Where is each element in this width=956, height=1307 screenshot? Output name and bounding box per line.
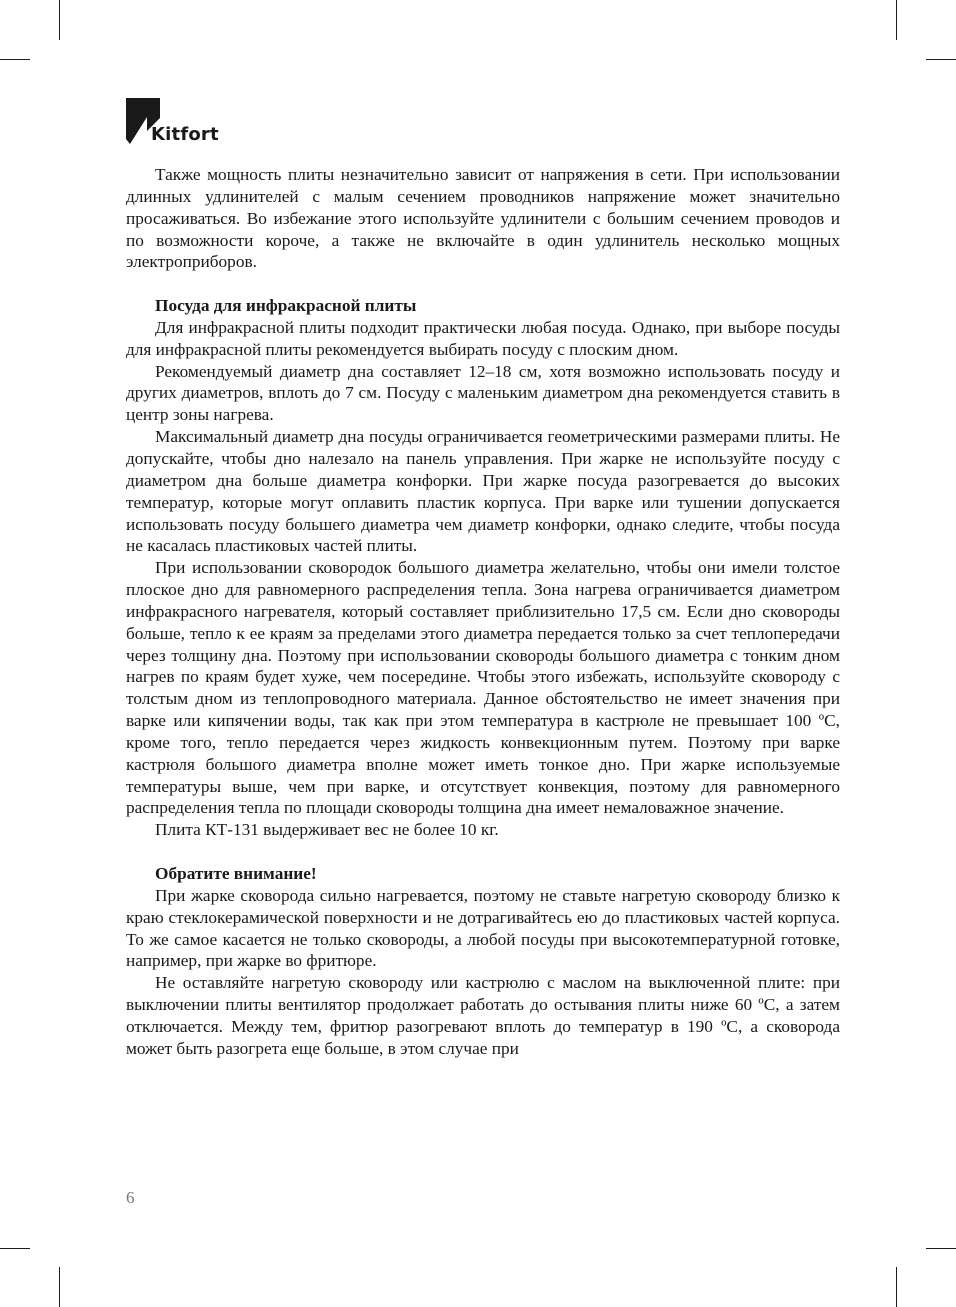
crop-mark (896, 0, 897, 40)
crop-mark (926, 1248, 956, 1249)
crop-mark (0, 1248, 30, 1249)
section-heading-attention: Обратите внимание! (155, 864, 317, 883)
paragraph: Не оставляйте нагретую сковороду или кастрюлю с маслом на выключенной плите: при выключении плиты вентилятор продолжает работать до остывания плиты ниже 60 ºС, а затем отключается. Между тем, фритюр разогревают вплоть до температур в 190 ºС, а сковорода может быть разогрета еще больше, в этом случае при (126, 973, 840, 1058)
section-heading-cookware: Посуда для инфракрасной плиты (155, 296, 417, 316)
paragraph: При жарке сковорода сильно нагревается, поэтому не ставьте нагретую сковороду близко к краю стеклокерамической поверхности и не дотрагивайтесь ею до пластиковых частей корпуса. То же самое касается не только сковороды, а любой посуды при высокотемпературной готовке, например, при жарке во фритюре. (126, 885, 840, 971)
paragraph: Максимальный диаметр дна посуды ограничивается геометрическими размерами плиты. Не допускайте, чтобы дно налезало на панель управления. При жарке не используйте посуду с диаметром дна больше диаметра конфорки. При жарке посуда разогревается до высоких температур, которые могут оплавить пластик корпуса. При варке или тушении допускается использовать посуду большего диаметра чем диаметр конфорки, однако следите, чтобы посуда не касалась пластиковых частей плиты. (126, 427, 840, 556)
crop-mark (896, 1267, 897, 1307)
paragraph: Рекомендуемый диаметр дна составляет 12–18 см, хотя возможно использовать посуду и других диаметров, вплоть до 7 см. Посуду с маленьким диаметром дна рекомендуется ставить в центр зоны нагрева. (126, 361, 840, 425)
crop-mark (59, 0, 60, 40)
page-content (126, 164, 840, 1060)
crop-mark (59, 1267, 60, 1307)
paragraph: Плита КТ-131 выдерживает вес не более 10 кг. (155, 820, 499, 840)
intro-paragraph: Также мощность плиты незначительно зависит от напряжения в сети. При использовании длинных удлинителей с малым сечением проводников напряжение может значительно просаживаться. Во избежание этого используйте удлинители с большим сечением проводов и по возможности короче, а также не включайте в один удлинитель несколько мощных электроприборов. (126, 165, 840, 272)
crop-mark (0, 59, 30, 60)
paragraph: Для инфракрасной плиты подходит практически любая посуда. Однако, при выборе посуды для инфракрасной плиты рекомендуется выбирать посуду с плоским дном. (126, 317, 840, 359)
paragraph: При использовании сковородок большого диаметра желательно, чтобы они имели толстое плоское дно для равномерного распределения тепла. Зона нагрева ограничивается диаметром инфракрасного нагревателя, который составляет приблизительно 17,5 см. Если дно сковороды больше, тепло к ее краям за пределами этого диаметра передается только за счет теплопередачи через толщину дна. Поэтому при использовании сковороды большого диаметра с тонким дном нагрев по краям будет хуже, чем посередине. Чтобы этого избежать, используйте сковороду с толстым дном из теплопроводного материала. Данное обстоятельство не имеет значения при варке или кипячении воды, так как при этом температура в кастрюле не превышает 100 ºС, кроме того, тепло передается через жидкость конвекционным путем. Поэтому при варке кастрюля большого диаметра вполне может иметь тонкое дно. При жарке используемые температуры выше, чем при варке, и отсутствует конвекция, поэтому для равномерного распределения тепла по площади сковороды толщина дна имеет немаловажное значение. (126, 558, 840, 818)
brand-name: Kitfort (151, 124, 219, 145)
crop-mark (926, 59, 956, 60)
page-number: 6 (126, 1188, 135, 1207)
